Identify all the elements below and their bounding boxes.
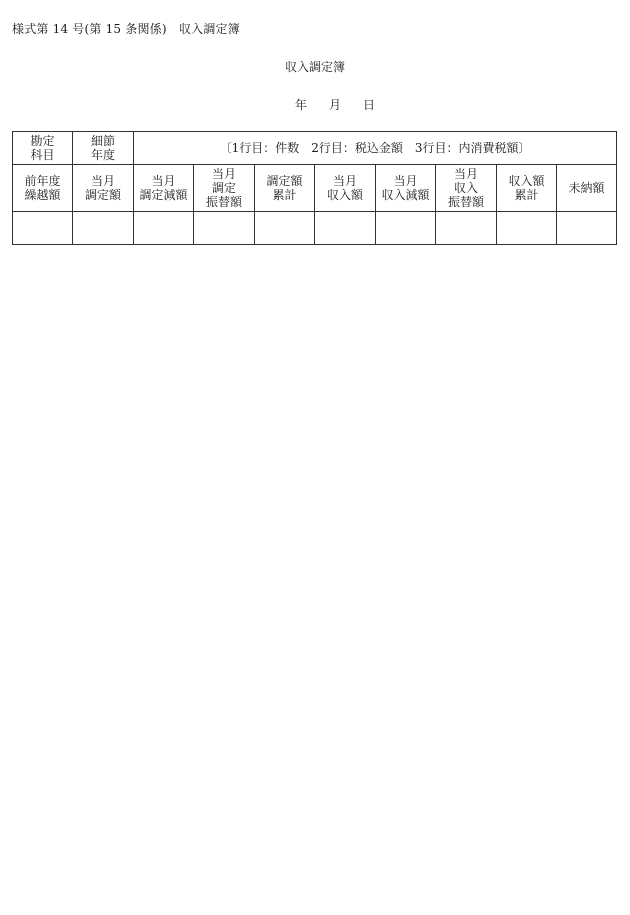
table-cell[interactable] (497, 212, 557, 245)
table-cell[interactable] (255, 212, 315, 245)
column-header: 調定額 累計 (255, 165, 315, 212)
column-header: 当月 収入減額 (376, 165, 436, 212)
table-header-row-1 (13, 132, 617, 165)
table-cell[interactable] (315, 212, 376, 245)
revenue-ledger-table (12, 131, 617, 245)
table-cell[interactable] (557, 212, 617, 245)
table-cell[interactable] (376, 212, 436, 245)
column-header: 収入額 累計 (497, 165, 557, 212)
column-header: 当月 調定 振替額 (194, 165, 255, 212)
account-subject-header: 勘定 科目 (13, 132, 73, 165)
table-cell[interactable] (73, 212, 134, 245)
table-cell[interactable] (436, 212, 497, 245)
detail-year-header: 細節 年度 (73, 132, 134, 165)
year-label: 年 (295, 98, 308, 112)
column-header: 前年度 繰越額 (13, 165, 73, 212)
table-cell[interactable] (194, 212, 255, 245)
column-header: 当月 調定額 (73, 165, 134, 212)
form-number-label: 様式第 14 号(第 15 条関係) 収入調定簿 (12, 22, 240, 36)
table-header-row-2 (13, 165, 617, 212)
column-header: 未納額 (557, 165, 617, 212)
row-legend-note: 〔1行目：件数 2行目：税込金額 3行目：内消費税額〕 (134, 132, 617, 165)
day-label: 日 (363, 98, 376, 112)
column-header: 当月 収入 振替額 (436, 165, 497, 212)
table-cell[interactable] (134, 212, 194, 245)
column-header: 当月 調定減額 (134, 165, 194, 212)
document-title: 収入調定簿 (284, 60, 345, 74)
column-header: 当月 収入額 (315, 165, 376, 212)
table-cell[interactable] (13, 212, 73, 245)
date-line (295, 96, 375, 113)
month-label: 月 (329, 98, 342, 112)
table-row (13, 212, 617, 245)
